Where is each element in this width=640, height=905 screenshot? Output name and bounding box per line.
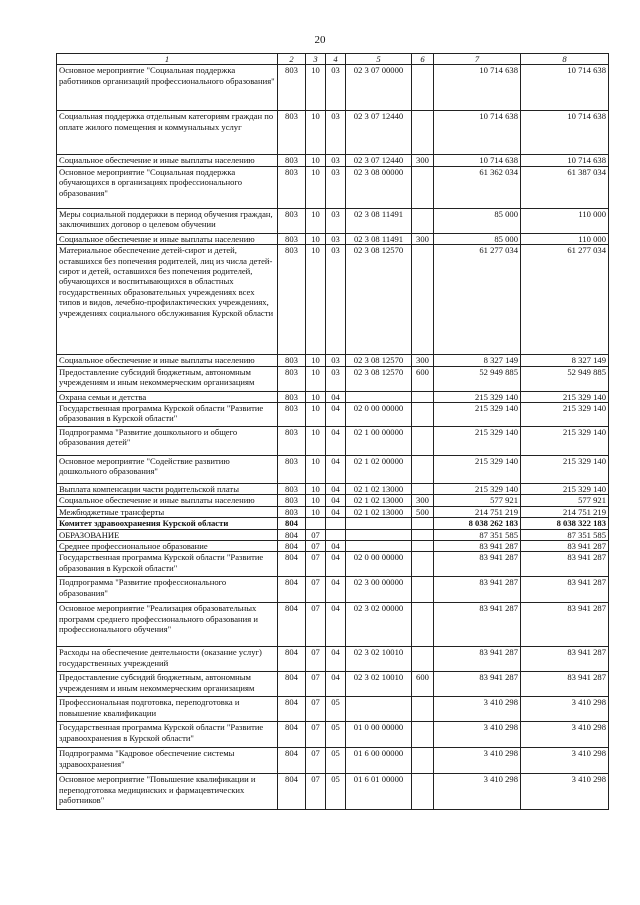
- table-row: [57, 748, 609, 774]
- expense-type-cell: [412, 647, 434, 672]
- amount-year2-cell: 83 941 287: [521, 672, 609, 697]
- expense-type-cell: [412, 456, 434, 484]
- table-row: [57, 484, 609, 495]
- item-name-cell: Профессиональная подготовка, переподготовка и повышение квалификации: [57, 697, 278, 722]
- amount-year2-cell: 215 329 140: [521, 427, 609, 456]
- expense-type-cell: [412, 208, 434, 233]
- table-row: [57, 366, 609, 391]
- section-code-cell: 10: [306, 484, 326, 495]
- table-row: [57, 245, 609, 355]
- expense-type-cell: [412, 403, 434, 427]
- target-article-cell: 02 3 08 11491: [346, 233, 412, 244]
- gr-code-cell: 803: [278, 506, 306, 517]
- section-code-cell: 07: [306, 774, 326, 810]
- header-cell: 8: [521, 54, 609, 65]
- gr-code-cell: 803: [278, 391, 306, 402]
- header-cell: 7: [434, 54, 521, 65]
- target-article-cell: 02 3 02 10010: [346, 647, 412, 672]
- amount-year2-cell: 83 941 287: [521, 577, 609, 603]
- subsection-code-cell: 03: [326, 366, 346, 391]
- item-name-cell: Государственная программа Курской области "Развитие здравоохранения в Курской области": [57, 722, 278, 748]
- target-article-cell: 02 3 02 10010: [346, 672, 412, 697]
- section-code-cell: 10: [306, 208, 326, 233]
- gr-code-cell: 804: [278, 603, 306, 647]
- subsection-code-cell: 04: [326, 647, 346, 672]
- item-name-cell: Государственная программа Курской области "Развитие образования в Курской области": [57, 403, 278, 427]
- amount-year2-cell: 83 941 287: [521, 603, 609, 647]
- gr-code-cell: 803: [278, 403, 306, 427]
- gr-code-cell: 804: [278, 541, 306, 552]
- amount-year1-cell: 83 941 287: [434, 541, 521, 552]
- table-row: [57, 722, 609, 748]
- expense-type-cell: 300: [412, 233, 434, 244]
- table-row: [57, 403, 609, 427]
- table-row: [57, 208, 609, 233]
- gr-code-cell: 803: [278, 355, 306, 366]
- item-name-cell: Предоставление субсидий бюджетным, автономным учреждениям и иным некоммерческим организациям: [57, 672, 278, 697]
- item-name-cell: Подпрограмма "Развитие дошкольного и общего образования детей": [57, 427, 278, 456]
- table-row: [57, 155, 609, 166]
- gr-code-cell: 803: [278, 245, 306, 355]
- subsection-code-cell: 03: [326, 355, 346, 366]
- expense-type-cell: [412, 748, 434, 774]
- header-cell: 3: [306, 54, 326, 65]
- amount-year1-cell: 10 714 638: [434, 65, 521, 111]
- gr-code-cell: 804: [278, 774, 306, 810]
- amount-year1-cell: 85 000: [434, 233, 521, 244]
- section-code-cell: 07: [306, 647, 326, 672]
- expense-type-cell: [412, 65, 434, 111]
- gr-code-cell: 803: [278, 427, 306, 456]
- item-name-cell: Подпрограмма "Кадровое обеспечение системы здравоохранения": [57, 748, 278, 774]
- gr-code-cell: 804: [278, 577, 306, 603]
- subsection-code-cell: 04: [326, 484, 346, 495]
- amount-year1-cell: 83 941 287: [434, 603, 521, 647]
- target-article-cell: 02 1 02 13000: [346, 506, 412, 517]
- gr-code-cell: 803: [278, 456, 306, 484]
- expense-type-cell: [412, 427, 434, 456]
- target-article-cell: 02 0 00 00000: [346, 403, 412, 427]
- amount-year2-cell: 215 329 140: [521, 456, 609, 484]
- subsection-code-cell: 04: [326, 495, 346, 506]
- amount-year2-cell: 215 329 140: [521, 391, 609, 402]
- target-article-cell: 02 3 07 00000: [346, 65, 412, 111]
- amount-year2-cell: 110 000: [521, 233, 609, 244]
- table-row: [57, 65, 609, 111]
- item-name-cell: Предоставление субсидий бюджетным, автономным учреждениям и иным некоммерческим организациям: [57, 366, 278, 391]
- item-name-cell: Социальное обеспечение и иные выплаты населению: [57, 495, 278, 506]
- item-name-cell: Среднее профессиональное образование: [57, 541, 278, 552]
- target-article-cell: [346, 529, 412, 540]
- table-row: [57, 166, 609, 208]
- table-row: [57, 697, 609, 722]
- section-code-cell: 07: [306, 722, 326, 748]
- item-name-cell: Основное мероприятие "Социальная поддержка обучающихся в организациях профессионального образования": [57, 166, 278, 208]
- item-name-cell: Выплата компенсации части родительской платы: [57, 484, 278, 495]
- section-code-cell: 10: [306, 456, 326, 484]
- target-article-cell: 01 6 00 00000: [346, 748, 412, 774]
- amount-year2-cell: 87 351 585: [521, 529, 609, 540]
- gr-code-cell: 803: [278, 111, 306, 155]
- amount-year2-cell: 10 714 638: [521, 155, 609, 166]
- amount-year2-cell: 8 327 149: [521, 355, 609, 366]
- target-article-cell: [346, 697, 412, 722]
- expense-type-cell: 500: [412, 506, 434, 517]
- expense-type-cell: [412, 697, 434, 722]
- target-article-cell: 02 3 08 12570: [346, 245, 412, 355]
- section-code-cell: [306, 518, 326, 529]
- section-code-cell: 07: [306, 697, 326, 722]
- item-name-cell: Социальное обеспечение и иные выплаты населению: [57, 233, 278, 244]
- section-code-cell: 07: [306, 552, 326, 577]
- header-cell: 6: [412, 54, 434, 65]
- amount-year2-cell: 83 941 287: [521, 541, 609, 552]
- subsection-code-cell: 05: [326, 748, 346, 774]
- subsection-code-cell: 04: [326, 391, 346, 402]
- section-code-cell: 07: [306, 748, 326, 774]
- subsection-code-cell: 04: [326, 577, 346, 603]
- item-name-cell: Основное мероприятие "Повышение квалификации и переподготовка медицинских и фармацевтических работников": [57, 774, 278, 810]
- item-name-cell: Комитет здравоохранения Курской области: [57, 518, 278, 529]
- amount-year1-cell: 87 351 585: [434, 529, 521, 540]
- target-article-cell: 02 3 02 00000: [346, 603, 412, 647]
- amount-year1-cell: 52 949 885: [434, 366, 521, 391]
- amount-year2-cell: 61 277 034: [521, 245, 609, 355]
- section-code-cell: 07: [306, 529, 326, 540]
- amount-year1-cell: 215 329 140: [434, 456, 521, 484]
- section-code-cell: 10: [306, 155, 326, 166]
- amount-year1-cell: 3 410 298: [434, 722, 521, 748]
- item-name-cell: Меры социальной поддержки в период обучения граждан, заключивших договор о целевом обучении: [57, 208, 278, 233]
- amount-year1-cell: 3 410 298: [434, 697, 521, 722]
- item-name-cell: Основное мероприятие "Реализация образовательных программ среднего профессионального образования и профессионального обучения": [57, 603, 278, 647]
- target-article-cell: 02 1 00 00000: [346, 427, 412, 456]
- subsection-code-cell: 03: [326, 65, 346, 111]
- target-article-cell: 01 6 01 00000: [346, 774, 412, 810]
- subsection-code-cell: 03: [326, 155, 346, 166]
- amount-year1-cell: 3 410 298: [434, 774, 521, 810]
- table-row: [57, 495, 609, 506]
- amount-year1-cell: 10 714 638: [434, 111, 521, 155]
- amount-year2-cell: 8 038 322 183: [521, 518, 609, 529]
- expense-type-cell: 300: [412, 155, 434, 166]
- subsection-code-cell: 04: [326, 506, 346, 517]
- amount-year1-cell: 61 362 034: [434, 166, 521, 208]
- item-name-cell: Расходы на обеспечение деятельности (оказание услуг) государственных учреждений: [57, 647, 278, 672]
- item-name-cell: Государственная программа Курской области "Развитие образования в Курской области": [57, 552, 278, 577]
- table-row: [57, 111, 609, 155]
- header-cell: 2: [278, 54, 306, 65]
- target-article-cell: 02 3 00 00000: [346, 577, 412, 603]
- expense-type-cell: [412, 722, 434, 748]
- section-code-cell: 10: [306, 65, 326, 111]
- table-row: [57, 774, 609, 810]
- subsection-code-cell: 03: [326, 166, 346, 208]
- table-row: [57, 647, 609, 672]
- amount-year2-cell: 10 714 638: [521, 111, 609, 155]
- amount-year1-cell: 214 751 219: [434, 506, 521, 517]
- target-article-cell: 02 3 07 12440: [346, 155, 412, 166]
- table-row: [57, 603, 609, 647]
- amount-year1-cell: 215 329 140: [434, 403, 521, 427]
- amount-year2-cell: 3 410 298: [521, 774, 609, 810]
- gr-code-cell: 804: [278, 647, 306, 672]
- table-row: [57, 355, 609, 366]
- table-row: [57, 577, 609, 603]
- gr-code-cell: 804: [278, 518, 306, 529]
- amount-year1-cell: 215 329 140: [434, 391, 521, 402]
- expense-type-cell: [412, 552, 434, 577]
- gr-code-cell: 803: [278, 366, 306, 391]
- target-article-cell: [346, 541, 412, 552]
- item-name-cell: Материальное обеспечение детей-сирот и детей, оставшихся без попечения родителей, лиц из числа детей-сирот и детей, оставшихся без попечения родителей, обучающихся и воспитывающихся в областных государственных образовательных учреждениях всех типов и видов, лечебно-профилактических учреждениях, учреждениях социального обслуживания Курской области: [57, 245, 278, 355]
- section-code-cell: 10: [306, 166, 326, 208]
- table-row: [57, 518, 609, 529]
- amount-year2-cell: 10 714 638: [521, 65, 609, 111]
- subsection-code-cell: 04: [326, 672, 346, 697]
- subsection-code-cell: 04: [326, 456, 346, 484]
- expense-type-cell: [412, 111, 434, 155]
- subsection-code-cell: 04: [326, 541, 346, 552]
- item-name-cell: Основное мероприятие "Содействие развитию дошкольного образования": [57, 456, 278, 484]
- table-row: [57, 541, 609, 552]
- item-name-cell: Охрана семьи и детства: [57, 391, 278, 402]
- expense-type-cell: [412, 518, 434, 529]
- header-cell: 5: [346, 54, 412, 65]
- amount-year1-cell: 8 327 149: [434, 355, 521, 366]
- item-name-cell: Социальное обеспечение и иные выплаты населению: [57, 355, 278, 366]
- expense-type-cell: 300: [412, 355, 434, 366]
- expense-type-cell: [412, 245, 434, 355]
- section-code-cell: 10: [306, 366, 326, 391]
- gr-code-cell: 804: [278, 552, 306, 577]
- item-name-cell: ОБРАЗОВАНИЕ: [57, 529, 278, 540]
- gr-code-cell: 804: [278, 529, 306, 540]
- target-article-cell: 02 3 07 12440: [346, 111, 412, 155]
- section-code-cell: 10: [306, 391, 326, 402]
- table-row: [57, 456, 609, 484]
- gr-code-cell: 803: [278, 166, 306, 208]
- section-code-cell: 10: [306, 111, 326, 155]
- amount-year1-cell: 61 277 034: [434, 245, 521, 355]
- section-code-cell: 07: [306, 672, 326, 697]
- page-number: 20: [314, 34, 326, 46]
- gr-code-cell: 803: [278, 155, 306, 166]
- amount-year2-cell: 52 949 885: [521, 366, 609, 391]
- expense-type-cell: [412, 529, 434, 540]
- expense-type-cell: 600: [412, 366, 434, 391]
- subsection-code-cell: 04: [326, 552, 346, 577]
- table-row: [57, 427, 609, 456]
- amount-year2-cell: 3 410 298: [521, 748, 609, 774]
- amount-year1-cell: 83 941 287: [434, 552, 521, 577]
- target-article-cell: 02 3 08 00000: [346, 166, 412, 208]
- item-name-cell: Социальное обеспечение и иные выплаты населению: [57, 155, 278, 166]
- table-row: [57, 529, 609, 540]
- subsection-code-cell: [326, 529, 346, 540]
- target-article-cell: 02 3 08 11491: [346, 208, 412, 233]
- budget-table: [56, 53, 609, 810]
- amount-year1-cell: 85 000: [434, 208, 521, 233]
- table-row: [57, 552, 609, 577]
- header-cell: 1: [57, 54, 278, 65]
- expense-type-cell: 600: [412, 672, 434, 697]
- item-name-cell: Подпрограмма "Развитие профессионального образования": [57, 577, 278, 603]
- gr-code-cell: 804: [278, 748, 306, 774]
- amount-year2-cell: 110 000: [521, 208, 609, 233]
- amount-year2-cell: 3 410 298: [521, 722, 609, 748]
- item-name-cell: Социальная поддержка отдельным категориям граждан по оплате жилого помещения и коммунальных услуг: [57, 111, 278, 155]
- section-code-cell: 07: [306, 541, 326, 552]
- expense-type-cell: [412, 774, 434, 810]
- target-article-cell: 02 3 08 12570: [346, 355, 412, 366]
- section-code-cell: 07: [306, 577, 326, 603]
- gr-code-cell: 803: [278, 484, 306, 495]
- amount-year1-cell: 215 329 140: [434, 484, 521, 495]
- item-name-cell: Основное мероприятие "Социальная поддержка работников организаций профессионального образования": [57, 65, 278, 111]
- amount-year2-cell: 3 410 298: [521, 697, 609, 722]
- amount-year2-cell: 214 751 219: [521, 506, 609, 517]
- amount-year1-cell: 83 941 287: [434, 577, 521, 603]
- subsection-code-cell: 03: [326, 111, 346, 155]
- amount-year1-cell: 83 941 287: [434, 672, 521, 697]
- amount-year1-cell: 83 941 287: [434, 647, 521, 672]
- amount-year1-cell: 8 038 262 183: [434, 518, 521, 529]
- item-name-cell: Межбюджетные трансферты: [57, 506, 278, 517]
- subsection-code-cell: [326, 518, 346, 529]
- amount-year2-cell: 61 387 034: [521, 166, 609, 208]
- header-cell: 4: [326, 54, 346, 65]
- target-article-cell: [346, 518, 412, 529]
- gr-code-cell: 804: [278, 722, 306, 748]
- subsection-code-cell: 05: [326, 697, 346, 722]
- subsection-code-cell: 04: [326, 403, 346, 427]
- gr-code-cell: 803: [278, 233, 306, 244]
- gr-code-cell: 803: [278, 495, 306, 506]
- amount-year2-cell: 83 941 287: [521, 647, 609, 672]
- section-code-cell: 10: [306, 427, 326, 456]
- amount-year1-cell: 10 714 638: [434, 155, 521, 166]
- amount-year1-cell: 577 921: [434, 495, 521, 506]
- table-row: [57, 391, 609, 402]
- subsection-code-cell: 04: [326, 603, 346, 647]
- amount-year2-cell: 577 921: [521, 495, 609, 506]
- section-code-cell: 10: [306, 506, 326, 517]
- target-article-cell: 02 1 02 00000: [346, 456, 412, 484]
- expense-type-cell: [412, 166, 434, 208]
- target-article-cell: 02 3 08 12570: [346, 366, 412, 391]
- expense-type-cell: 300: [412, 495, 434, 506]
- subsection-code-cell: 03: [326, 208, 346, 233]
- target-article-cell: 01 0 00 00000: [346, 722, 412, 748]
- gr-code-cell: 803: [278, 65, 306, 111]
- expense-type-cell: [412, 577, 434, 603]
- table-row: [57, 233, 609, 244]
- target-article-cell: 02 1 02 13000: [346, 495, 412, 506]
- subsection-code-cell: 04: [326, 427, 346, 456]
- section-code-cell: 10: [306, 403, 326, 427]
- expense-type-cell: [412, 391, 434, 402]
- section-code-cell: 10: [306, 355, 326, 366]
- expense-type-cell: [412, 541, 434, 552]
- section-code-cell: 07: [306, 603, 326, 647]
- amount-year1-cell: 215 329 140: [434, 427, 521, 456]
- table-row: [57, 672, 609, 697]
- target-article-cell: 02 0 00 00000: [346, 552, 412, 577]
- gr-code-cell: 803: [278, 208, 306, 233]
- expense-type-cell: [412, 603, 434, 647]
- amount-year1-cell: 3 410 298: [434, 748, 521, 774]
- amount-year2-cell: 215 329 140: [521, 403, 609, 427]
- gr-code-cell: 804: [278, 672, 306, 697]
- section-code-cell: 10: [306, 233, 326, 244]
- section-code-cell: 10: [306, 495, 326, 506]
- section-code-cell: 10: [306, 245, 326, 355]
- expense-type-cell: [412, 484, 434, 495]
- amount-year2-cell: 83 941 287: [521, 552, 609, 577]
- gr-code-cell: 804: [278, 697, 306, 722]
- amount-year2-cell: 215 329 140: [521, 484, 609, 495]
- table-row: [57, 506, 609, 517]
- target-article-cell: [346, 391, 412, 402]
- target-article-cell: 02 1 02 13000: [346, 484, 412, 495]
- subsection-code-cell: 03: [326, 245, 346, 355]
- header-row: [57, 54, 609, 65]
- subsection-code-cell: 05: [326, 722, 346, 748]
- subsection-code-cell: 03: [326, 233, 346, 244]
- subsection-code-cell: 05: [326, 774, 346, 810]
